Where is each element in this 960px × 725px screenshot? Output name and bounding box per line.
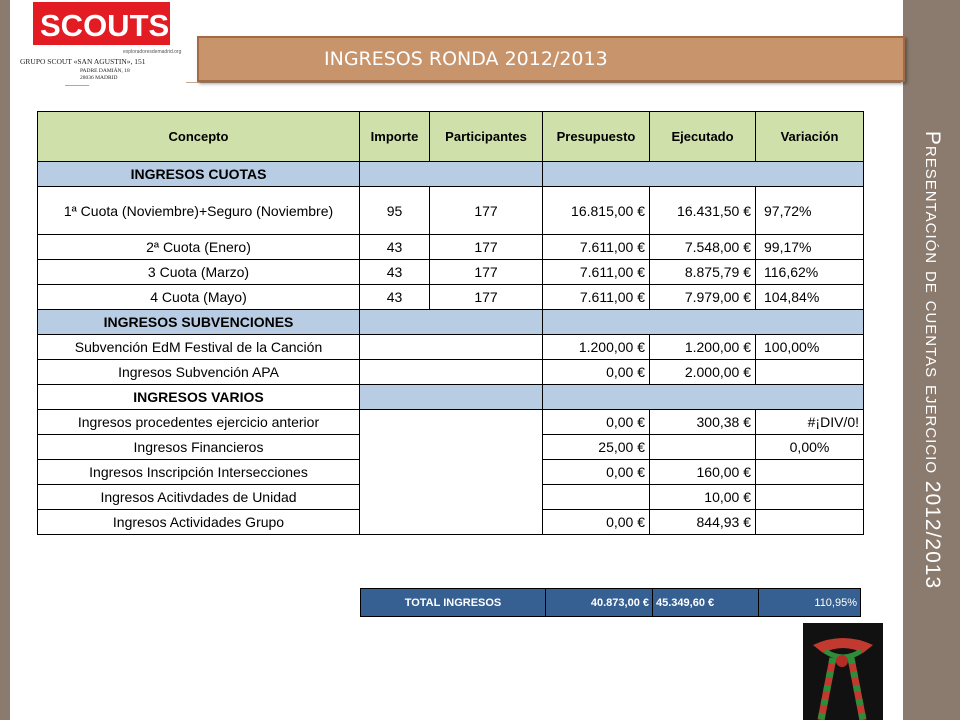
- section-label: INGRESOS VARIOS: [38, 385, 360, 410]
- logo-site-text: exploradoresdemadrid.org: [123, 49, 182, 55]
- cell-ejecutado: 300,38 €: [650, 410, 756, 435]
- cell-ejecutado: 844,93 €: [650, 510, 756, 535]
- cell-concepto: Ingresos Financieros: [38, 435, 360, 460]
- scouts-logo-image: [20, 0, 186, 92]
- logo-brand-text: SCOUTS: [40, 8, 170, 43]
- table-row: [38, 260, 864, 285]
- cell-empty: [360, 410, 543, 535]
- section-row-subvenciones: [38, 310, 864, 335]
- cell-presupuesto: 7.611,00 €: [543, 235, 650, 260]
- header-participantes: Participantes: [430, 112, 543, 162]
- cell-participantes: 177: [430, 260, 543, 285]
- cell-ejecutado: 2.000,00 €: [650, 360, 756, 385]
- side-title-text: Presentación de cuentas ejercicio 2012/2013: [920, 130, 944, 590]
- cell-presupuesto: 0,00 €: [543, 510, 650, 535]
- cell-concepto: 2ª Cuota (Enero): [38, 235, 360, 260]
- cell-empty: [360, 335, 543, 360]
- header-variacion: Variación: [756, 112, 864, 162]
- cell-importe: 43: [360, 235, 430, 260]
- cell-importe: 95: [360, 187, 430, 235]
- scarf-icon: [803, 623, 883, 720]
- cell-presupuesto: 25,00 €: [543, 435, 650, 460]
- cell-importe: 43: [360, 260, 430, 285]
- section-row-varios: [38, 385, 864, 410]
- header-concepto: Concepto: [38, 112, 360, 162]
- total-presupuesto: 40.873,00 €: [546, 589, 653, 617]
- cell-presupuesto: 7.611,00 €: [543, 285, 650, 310]
- logo-group-line1: GRUPO SCOUT «SAN AGUSTIN», 151: [20, 57, 146, 66]
- section-label: INGRESOS SUBVENCIONES: [38, 310, 360, 335]
- cell-ejecutado: 1.200,00 €: [650, 335, 756, 360]
- cell-empty: [360, 360, 543, 385]
- table-row: [38, 360, 864, 385]
- cell-presupuesto: 0,00 €: [543, 360, 650, 385]
- table-row: [38, 235, 864, 260]
- cell-ejecutado: [650, 435, 756, 460]
- header-divider: [186, 82, 901, 83]
- cell-presupuesto: 16.815,00 €: [543, 187, 650, 235]
- header-ejecutado: Ejecutado: [650, 112, 756, 162]
- cell-concepto: Subvención EdM Festival de la Canción: [38, 335, 360, 360]
- section-fill: [543, 385, 864, 410]
- cell-concepto: 3 Cuota (Marzo): [38, 260, 360, 285]
- cell-concepto: Ingresos Acitivdades de Unidad: [38, 485, 360, 510]
- cell-participantes: 177: [430, 285, 543, 310]
- cell-presupuesto: 0,00 €: [543, 410, 650, 435]
- cell-presupuesto: 7.611,00 €: [543, 260, 650, 285]
- cell-concepto: Ingresos Actividades Grupo: [38, 510, 360, 535]
- cell-variacion: 116,62%: [756, 260, 864, 285]
- cell-presupuesto: [543, 485, 650, 510]
- table-row: [38, 285, 864, 310]
- cell-ejecutado: 8.875,79 €: [650, 260, 756, 285]
- cell-variacion: 100,00%: [756, 335, 864, 360]
- section-fill: [543, 162, 864, 187]
- table-header-row: [38, 112, 864, 162]
- section-fill: [543, 310, 864, 335]
- cell-concepto: Ingresos procedentes ejercicio anterior: [38, 410, 360, 435]
- cell-variacion: 0,00%: [756, 435, 864, 460]
- cell-variacion: 97,72%: [756, 187, 864, 235]
- cell-presupuesto: 0,00 €: [543, 460, 650, 485]
- total-row: [361, 589, 861, 617]
- banner-title: INGRESOS RONDA 2012/2013: [324, 48, 608, 70]
- cell-ejecutado: 16.431,50 €: [650, 187, 756, 235]
- header-importe: Importe: [360, 112, 430, 162]
- cell-participantes: 177: [430, 235, 543, 260]
- table-row: [38, 410, 864, 435]
- logo-group-line3: 28036 MADRID: [80, 75, 118, 81]
- total-label: TOTAL INGRESOS: [361, 589, 546, 617]
- cell-variacion: 99,17%: [756, 235, 864, 260]
- total-table: [360, 588, 861, 617]
- table-row: [38, 335, 864, 360]
- cell-concepto: Ingresos Subvención APA: [38, 360, 360, 385]
- cell-ejecutado: 10,00 €: [650, 485, 756, 510]
- cell-variacion: [756, 360, 864, 385]
- total-variacion: 110,95%: [759, 589, 861, 617]
- vertical-slide-title: [903, 0, 960, 720]
- income-table: [37, 111, 864, 535]
- title-banner: [197, 36, 905, 82]
- table-row: [38, 187, 864, 235]
- cell-variacion: #¡DIV/0!: [756, 410, 864, 435]
- scouts-logo: [20, 0, 186, 92]
- cell-presupuesto: 1.200,00 €: [543, 335, 650, 360]
- cell-concepto: 1ª Cuota (Noviembre)+Seguro (Noviembre): [38, 187, 360, 235]
- cell-concepto: Ingresos Inscripción Intersecciones: [38, 460, 360, 485]
- cell-ejecutado: 160,00 €: [650, 460, 756, 485]
- cell-variacion: [756, 485, 864, 510]
- scout-scarf-image: [803, 623, 883, 720]
- cell-participantes: 177: [430, 187, 543, 235]
- total-ejecutado: 45.349,60 €: [653, 589, 759, 617]
- cell-importe: 43: [360, 285, 430, 310]
- logo-group-line2: PADRE DAMIÁN, 18: [80, 68, 130, 74]
- cell-variacion: [756, 510, 864, 535]
- cell-variacion: [756, 460, 864, 485]
- cell-variacion: 104,84%: [756, 285, 864, 310]
- section-fill: [360, 385, 543, 410]
- section-row-cuotas: [38, 162, 864, 187]
- cell-ejecutado: 7.548,00 €: [650, 235, 756, 260]
- section-label: INGRESOS CUOTAS: [38, 162, 360, 187]
- left-border-strip: [0, 0, 10, 720]
- cell-ejecutado: 7.979,00 €: [650, 285, 756, 310]
- cell-concepto: 4 Cuota (Mayo): [38, 285, 360, 310]
- header-presupuesto: Presupuesto: [543, 112, 650, 162]
- section-fill: [360, 162, 543, 187]
- section-fill: [360, 310, 543, 335]
